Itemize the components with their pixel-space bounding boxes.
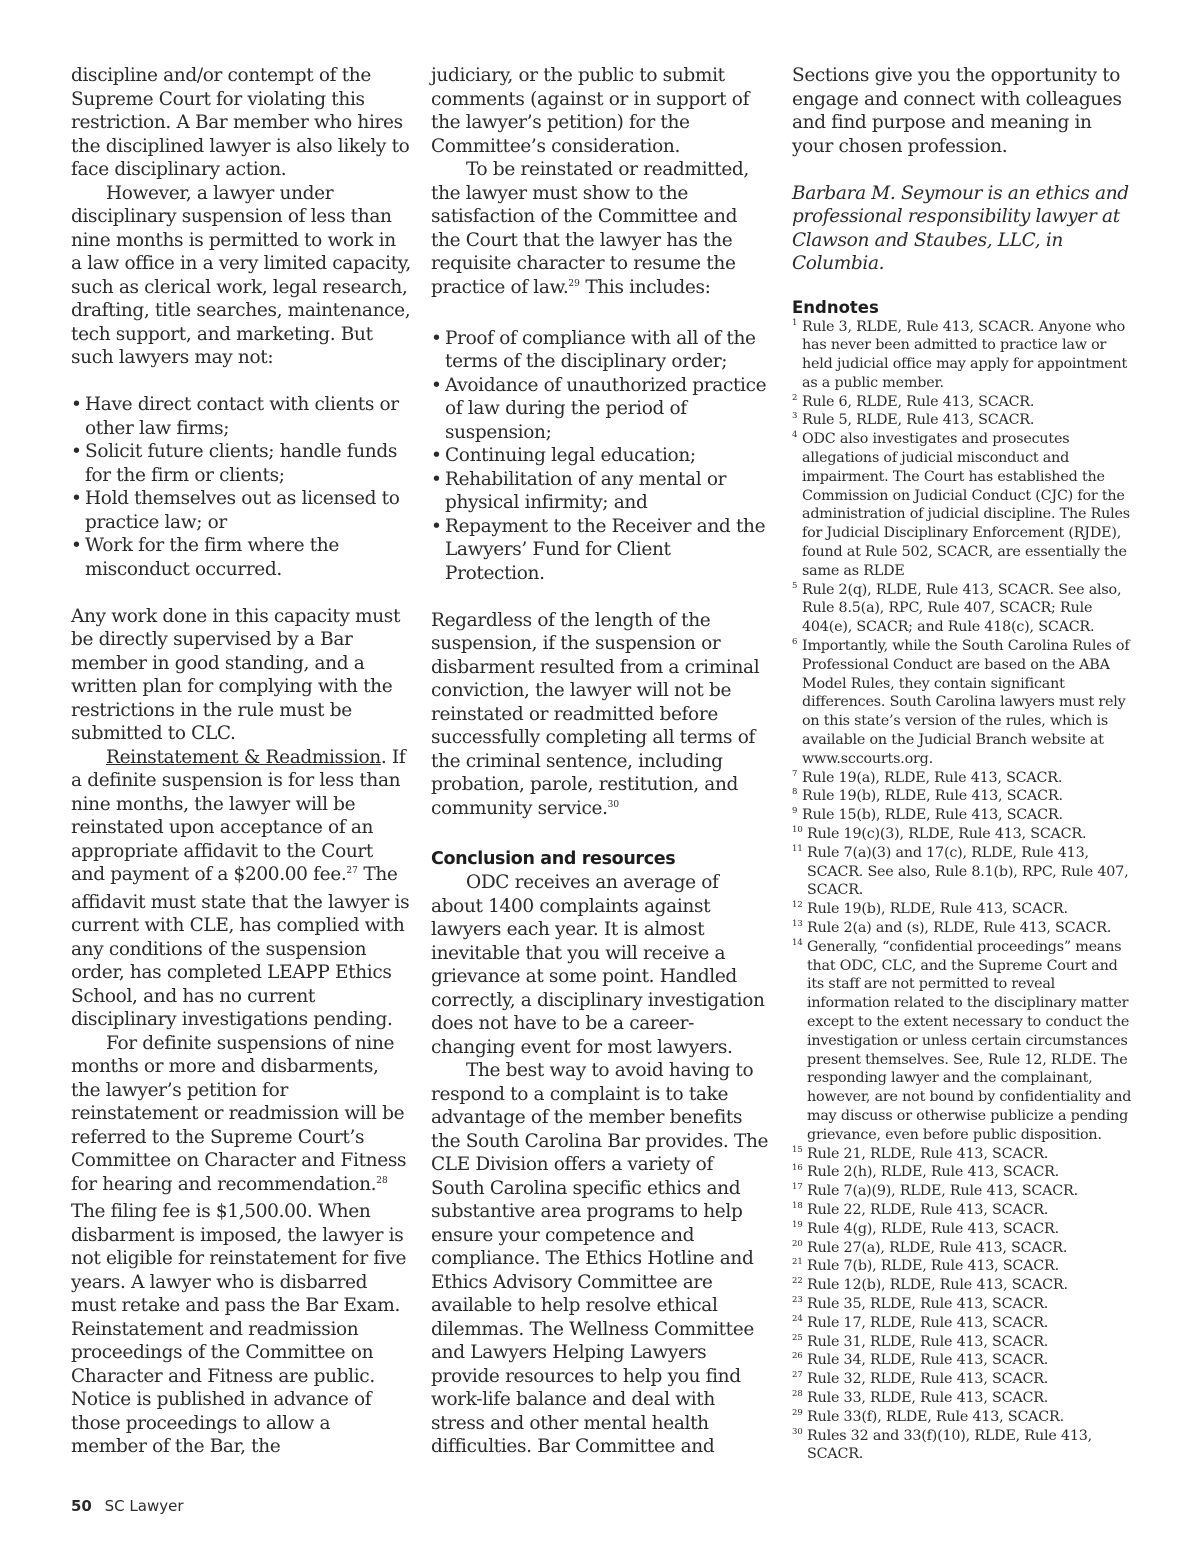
endnote-item — [792, 1145, 1137, 1164]
endnote-number: 19 — [792, 1219, 803, 1230]
endnote-number: 20 — [792, 1238, 803, 1249]
text: For definite suspensions of nine months or more and disbarments, the lawyer’s petition for reinstatement or readmission will be referred to the Supreme Court’s Committee on Character and Fitness for hearing and recommendation. — [71, 1032, 407, 1195]
endnote-number: 29 — [792, 1407, 803, 1418]
endnote-text: Rule 5, RLDE, Rule 413, SCACR. — [802, 412, 1035, 429]
endnote-text: Rule 31, RLDE, Rule 413, SCACR. — [807, 1333, 1049, 1350]
endnote-item — [792, 769, 1137, 788]
endnote-number: 24 — [792, 1313, 803, 1324]
endnote-item — [792, 1182, 1137, 1201]
column-3 — [792, 64, 1137, 1464]
endnote-text: Rule 33(f), RLDE, Rule 413, SCACR. — [807, 1408, 1064, 1425]
endnote-number: 27 — [792, 1370, 803, 1381]
endnote-number: 8 — [792, 787, 798, 798]
endnote-number: 5 — [792, 580, 798, 591]
paragraph: discipline and/or contempt of the Supreme Court for violating this restriction. A Bar member who hires the disciplined lawyer is also likely to face disciplinary action. — [71, 65, 410, 180]
endnote-item — [792, 318, 1137, 393]
endnote-number: 7 — [792, 768, 798, 779]
endnote-item — [792, 787, 1137, 806]
list-item: • Have direct contact with clients or other law firms; — [71, 393, 411, 440]
endnote-item — [792, 430, 1137, 580]
column-1 — [71, 64, 411, 1459]
endnote-item — [792, 1220, 1137, 1239]
endnote-text: Rule 19(a), RLDE, Rule 413, SCACR. — [802, 769, 1063, 786]
endnote-ref: 27 — [346, 866, 358, 876]
paragraph: The best way to avoid having to respond to a complaint is to take advantage of the member benefits the South Carolina Bar provides. The CLE Division offers a variety of South Carolina specific ethics and substantive area programs to help ensure your competence and compliance. The Ethics Hotline and Ethics Advisory Committee are available to help resolve ethical dilemmas. The Wellness Committee and Lawyers Helping Lawyers provide resources to help you find work-life balance and deal with stress and other mental health difficulties. Bar Committee and — [431, 1060, 769, 1457]
paragraph — [71, 1032, 411, 1459]
list-item: • Avoidance of unauthorized practice of law during the period of suspension; — [431, 374, 771, 445]
paragraph — [431, 158, 771, 303]
list-item: • Work for the firm where the misconduct occurred. — [71, 534, 411, 581]
endnote-item — [792, 411, 1137, 430]
endnote-item — [792, 393, 1137, 412]
endnote-text: ODC also investigates and prosecutes allegations of judicial misconduct and impairment. The Court has established the Commission on Judicial Conduct (CJC) for the administration of judicial discipline. The Rules for Judicial Disciplinary Enforcement (RJDE), found at Rule 502, SCACR, are essentially the same as RLDE — [802, 431, 1130, 579]
page-footer — [71, 1497, 184, 1515]
paragraph: Sections give you the opportunity to engage and connect with colleagues and find purpose and meaning in your chosen profession. — [792, 65, 1122, 157]
endnote-text: Rule 4(g), RLDE, Rule 413, SCACR. — [807, 1220, 1059, 1237]
endnote-item — [792, 1295, 1137, 1314]
endnote-item — [792, 1201, 1137, 1220]
endnote-text: Rule 33, RLDE, Rule 413, SCACR. — [807, 1389, 1049, 1406]
endnote-number: 23 — [792, 1294, 803, 1305]
text: The affidavit must state that the lawyer is current with CLE, has complied with any conditions of the suspension order, has completed LEAPP Ethics School, and has no current disciplinary investigations pending. — [71, 864, 410, 1030]
endnote-item — [792, 1408, 1137, 1427]
list-item: • Rehabilitation of any mental or physical infirmity; and — [431, 468, 771, 515]
endnote-number: 3 — [792, 411, 798, 422]
endnote-number: 28 — [792, 1388, 803, 1399]
paragraph — [431, 609, 771, 825]
endnote-item — [792, 1351, 1137, 1370]
endnote-number: 15 — [792, 1144, 803, 1155]
paragraph: ODC receives an average of about 1400 complaints against lawyers each year. It is almost inevitable that you will receive a grievance at some point. Handled correctly, a disciplinary investigation does not have to be a career-changing event for most lawyers. — [431, 872, 765, 1058]
endnote-number: 10 — [792, 825, 803, 836]
endnote-item — [792, 844, 1137, 900]
endnote-item — [792, 1239, 1137, 1258]
endnote-number: 6 — [792, 637, 798, 648]
endnote-ref: 30 — [607, 799, 620, 810]
publication-name: SC Lawyer — [104, 1497, 184, 1515]
endnote-number: 25 — [792, 1332, 803, 1343]
endnote-text: Rule 3, RLDE, Rule 413, SCACR. Anyone who has never been admitted to practice law or held judicial office may apply for appointment as a public member. — [802, 318, 1128, 391]
paragraph: Any work done in this capacity must be directly supervised by a Bar member in good standing, and a written plan for complying with the restrictions in the rule must be submitted to CLC. — [71, 605, 401, 744]
restriction-list — [71, 393, 411, 581]
endnote-text: Rule 19(b), RLDE, Rule 413, SCACR. — [807, 901, 1068, 918]
endnote-number: 17 — [792, 1182, 803, 1193]
endnote-item — [792, 919, 1137, 938]
text: The filing fee is $1,500.00. When disbarment is imposed, the lawyer is not eligible for reinstatement for five years. A lawyer who is disbarred must retake and pass the Bar Exam. Reinstatement and readmission proceedings of the Committee on Character and Fitness are public. Notice is published in advance of those proceedings to allow a member of the Bar, the — [71, 1201, 407, 1457]
endnote-number: 1 — [792, 317, 798, 328]
text: To be reinstated or readmitted, the lawyer must show to the satisfaction of the Committee and the Court that the lawyer has the requisite character to resume the practice of law. — [431, 159, 749, 298]
endnote-number: 2 — [792, 392, 798, 403]
endnote-text: Rule 27(a), RLDE, Rule 413, SCACR. — [807, 1239, 1068, 1256]
endnote-item — [792, 900, 1137, 919]
text: . — [380, 746, 387, 768]
endnote-text: Rule 21, RLDE, Rule 413, SCACR. — [807, 1145, 1049, 1162]
author-bio: Barbara M. Seymour is an ethics and professional responsibility lawyer at Clawson and Staubes, LLC, in Columbia. — [792, 182, 1129, 274]
endnote-text: Rule 22, RLDE, Rule 413, SCACR. — [807, 1201, 1049, 1218]
text: Regardless of the length of the suspension, if the suspension or disbarment resulted from a criminal conviction, the lawyer will not be reinstated or readmitted before successfully completing all terms of the criminal sentence, including probation, parole, restitution, and community service. — [431, 609, 760, 819]
endnote-text: Rule 7(a)(3) and 17(c), RLDE, Rule 413, SCACR. See also, Rule 8.1(b), RPC, Rule 407, SCACR. — [807, 844, 1129, 899]
endnote-text: Rule 2(q), RLDE, Rule 413, SCACR. See also, Rule 8.5(a), RPC, Rule 407, SCACR; Rule 404(e), SCACR; and Rule 418(c), SCACR. — [802, 581, 1122, 636]
endnote-text: Rule 12(b), RLDE, Rule 413, SCACR. — [807, 1277, 1068, 1294]
endnote-item — [792, 806, 1137, 825]
endnote-number: 22 — [792, 1276, 803, 1287]
endnote-number: 14 — [792, 937, 803, 948]
endnote-text: Rule 17, RLDE, Rule 413, SCACR. — [807, 1314, 1049, 1331]
endnote-number: 18 — [792, 1200, 803, 1211]
list-item: • Repayment to the Receiver and the Lawyers’ Fund for Client Protection. — [431, 515, 771, 586]
endnote-item — [792, 938, 1137, 1145]
endnote-number: 9 — [792, 806, 798, 817]
endnote-text: Generally, “confidential proceedings” means that ODC, CLC, and the Supreme Court and its staff are not permitted to reveal information related to the disciplinary matter except to the extent necessary to conduct the investigation or unless certain circumstances present themselves. See, Rule 12, RLDE. The responding lawyer and the complainant, however, are not bound by confidentiality and may discuss or otherwise publicize a pending grievance, even before public disposition. — [807, 938, 1132, 1143]
endnote-text: Rule 32, RLDE, Rule 413, SCACR. — [807, 1371, 1049, 1388]
endnote-text: Importantly, while the South Carolina Rules of Professional Conduct are based on the ABA Model Rules, they contain significant differences. South Carolina lawyers must rely on this state’s version of the rules, which is available on the Judicial Branch website at www.sccourts.org. — [802, 638, 1130, 767]
endnote-text: Rule 2(a) and (s), RLDE, Rule 413, SCACR. — [807, 920, 1112, 936]
endnote-item — [792, 637, 1137, 769]
paragraph: However, a lawyer under disciplinary suspension of less than nine months is permitted to work in a law office in a very limited capacity, such as clerical work, legal research, drafting, title searches, maintenance, tech support, and marketing. But such lawyers may not: — [71, 182, 411, 368]
endnote-item — [792, 1276, 1137, 1295]
endnote-ref: 28 — [376, 1175, 388, 1186]
endnote-text: Rule 7(b), RLDE, Rule 413, SCACR. — [807, 1258, 1059, 1275]
endnotes-list — [792, 318, 1137, 1465]
endnote-item — [792, 1427, 1137, 1465]
endnote-item — [792, 1257, 1137, 1276]
endnote-number: 21 — [792, 1257, 803, 1268]
endnote-item — [792, 1163, 1137, 1182]
page-number: 50 — [71, 1497, 92, 1515]
endnote-item — [792, 1370, 1137, 1389]
endnote-text: Rules 32 and 33(f)(10), RLDE, Rule 413, SCACR. — [807, 1427, 1092, 1463]
endnote-text: Rule 19(c)(3), RLDE, Rule 413, SCACR. — [807, 826, 1087, 843]
endnote-number: 30 — [792, 1426, 803, 1437]
section-heading: Conclusion and resources — [431, 848, 676, 869]
endnote-number: 26 — [792, 1351, 803, 1362]
endnote-text: Rule 15(b), RLDE, Rule 413, SCACR. — [802, 807, 1063, 824]
column-2 — [431, 64, 771, 1459]
endnote-item — [792, 1389, 1137, 1408]
list-item: • Continuing legal education; — [431, 444, 771, 468]
endnote-number: 16 — [792, 1163, 803, 1174]
endnote-item — [792, 581, 1137, 637]
endnote-text: Rule 2(h), RLDE, Rule 413, SCACR. — [807, 1164, 1059, 1181]
endnote-text: Rule 35, RLDE, Rule 413, SCACR. — [807, 1295, 1049, 1312]
endnote-text: Rule 19(b), RLDE, Rule 413, SCACR. — [802, 788, 1063, 805]
endnote-item — [792, 1333, 1137, 1352]
subsection-heading: Reinstatement & Readmission — [106, 746, 381, 768]
endnote-number: 4 — [792, 430, 798, 441]
text: If a definite suspension is for less than nine months, the lawyer will be reinstated upon acceptance of an appropriate affidavit to the Court and payment of a $200.00 fee. — [71, 746, 406, 885]
endnote-number: 12 — [792, 900, 803, 911]
paragraph: judiciary, or the public to submit comments (against or in support of the lawyer’s petition) for the Committee’s consideration. — [431, 65, 750, 157]
endnote-number: 11 — [792, 843, 803, 854]
endnote-item — [792, 1314, 1137, 1333]
endnotes-heading: Endnotes — [792, 297, 879, 317]
requirement-list — [431, 327, 771, 586]
endnote-item — [792, 825, 1137, 844]
list-item: • Solicit future clients; handle funds for the firm or clients; — [71, 440, 411, 487]
paragraph — [71, 746, 411, 1032]
endnote-ref: 29 — [568, 278, 580, 289]
endnote-text: Rule 7(a)(9), RLDE, Rule 413, SCACR. — [807, 1183, 1078, 1200]
endnote-text: Rule 34, RLDE, Rule 413, SCACR. — [807, 1352, 1049, 1369]
list-item: • Proof of compliance with all of the terms of the disciplinary order; — [431, 327, 771, 374]
endnote-number: 13 — [792, 919, 803, 929]
endnote-text: Rule 6, RLDE, Rule 413, SCACR. — [802, 393, 1035, 410]
text: This includes: — [579, 276, 711, 298]
list-item: • Hold themselves out as licensed to practice law; or — [71, 487, 411, 534]
